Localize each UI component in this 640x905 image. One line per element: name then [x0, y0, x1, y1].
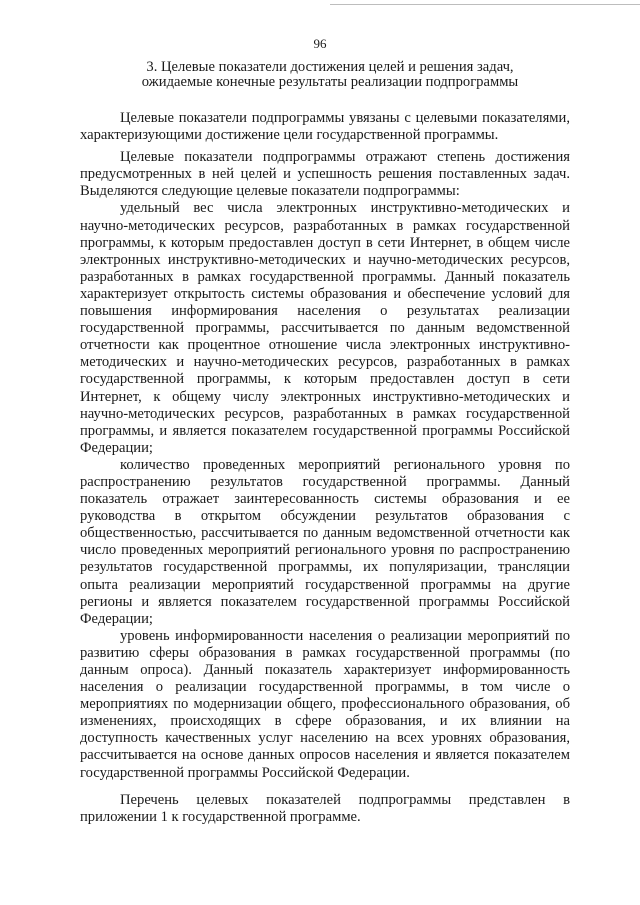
paragraph-indicator-awareness: уровень информированности населения о реализации мероприятий по развитию сферы образования в рамках государственной программы (по данным опроса). Данный показатель характеризует информированность населения о реализации государственной программы, в том числе о мероприятиях по модернизации общего, профессионального образования, об изменениях, происходящих в сфере образования, и их влиянии на доступность качественных услуг населению на всех уровнях образования, рассчитывается на основе данных опросов населения и является показателем государственной программы Российской Федерации.	[80, 627, 570, 781]
section-title-line-1: 3. Целевые показатели достижения целей и решения задач,	[146, 59, 514, 75]
body-text	[80, 110, 570, 826]
paragraph-conclusion: Перечень целевых показателей подпрограммы представлен в приложении 1 к государственной программе.	[80, 791, 570, 825]
paragraph-indicator-resources: удельный вес числа электронных инструктивно-методических и научно-методических ресурсов, разработанных в рамках государственной программы, к которым предоставлен доступ в сети Интернет, в общем числе электронных инструктивно-методических и научно-методических ресурсов, разработанных в рамках государственной программы. Данный показатель характеризует открытость системы образования и обеспечение условий для повышения информирования населения о результатах реализации государственной программы, рассчитывается по данным ведомственной отчетности как процентное отношение числа электронных инструктивно-методических и научно-методических ресурсов, разработанных в рамках государственной программы, к которым предоставлен доступ в сети Интернет, к общему числу электронных инструктивно-методических и научно-методических ресурсов, разработанных в рамках государственной программы, и является показателем государственной программы Российской Федерации;	[80, 200, 570, 456]
section-title	[80, 60, 580, 90]
top-border-line	[330, 4, 640, 5]
paragraph-indicators-intro: Целевые показатели подпрограммы отражают степень достижения предусмотренных в ней целей и успешность решения поставленных задач. Выделяются следующие целевые показатели подпрограммы:	[80, 149, 570, 200]
section-title-line-2: ожидаемые конечные результаты реализации подпрограммы	[141, 74, 519, 90]
page-number: 96	[313, 36, 327, 51]
paragraph-indicator-events: количество проведенных мероприятий регионального уровня по распространению результатов государственной программы. Данный показатель отражает заинтересованность системы образования и ее руководства в открытом обсуждении результатов образования с общественностью, рассчитывается по данным ведомственной отчетности как число проведенных мероприятий регионального уровня по распространению результатов государственной программы, их популяризации, трансляции опыта реализации мероприятий государственной программы на другие регионы и является показателем государственной программы Российской Федерации;	[80, 456, 570, 627]
paragraph-intro: Целевые показатели подпрограммы увязаны с целевыми показателями, характеризующими достижение цели государственной программы.	[80, 110, 570, 144]
